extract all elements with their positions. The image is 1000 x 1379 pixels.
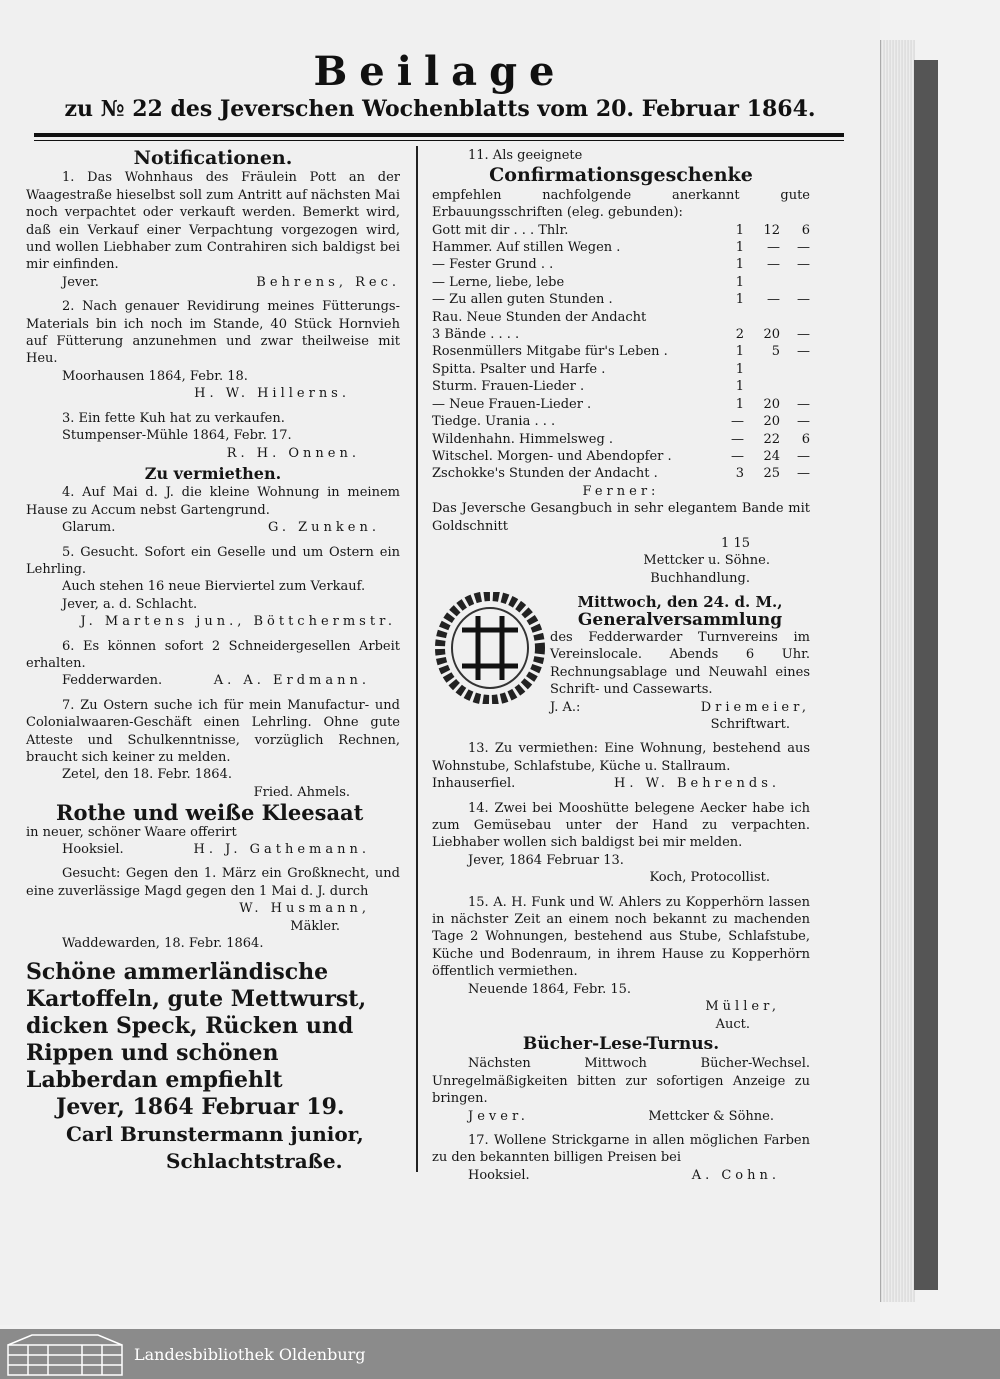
turnverein-text: des Fedderwarder Turnvereins im Vereinslocale. Abends 6 Uhr. Rechnungsablage und Neuwahl eines Schrift- und Cassewarts. <box>550 629 810 698</box>
kleesaat-text: in neuer, schöner Waare offerirt <box>26 824 237 840</box>
book-title: Witschel. Morgen- und Abendopfer . <box>432 448 672 464</box>
book-price-part: — <box>731 431 744 447</box>
book-price-part: 6 <box>801 431 810 447</box>
notice-7-sign: Fried. Ahmels. <box>253 784 350 800</box>
book-title: — Lerne, liebe, lebe <box>432 274 565 290</box>
notice-15-place: Neuende 1864, Febr. 15. <box>468 981 632 997</box>
book-price-part <box>744 309 780 326</box>
book-row <box>432 448 810 465</box>
page-edge <box>880 40 915 1302</box>
kleesaat-place: Hooksiel. <box>62 842 124 858</box>
notice-2-text: 2. Nach genauer Revidirung meines Fütterungs-Materials bin ich noch im Stande, 40 Stück Hornvieh auf Fütterung anzunehmen und zwar theilweise mit Heu. <box>26 299 400 367</box>
notice-17-signature <box>432 1167 810 1184</box>
kleesaat-title: Rothe und weiße Kleesaat <box>56 800 364 826</box>
gesucht-sign: W. Husmann, <box>239 901 370 917</box>
notice-3-place: Stumpenser-Mühle 1864, Febr. 17. <box>62 428 292 444</box>
notice-15-sign2: Auct. <box>715 1016 750 1032</box>
book-price-part: 5 <box>771 344 780 360</box>
column-divider <box>416 146 418 1172</box>
book-row <box>432 396 810 413</box>
book-price-part: — <box>797 327 810 343</box>
notice-14-sign: Koch, Protocollist. <box>649 870 770 886</box>
notice-1-place: Jever. <box>62 274 99 290</box>
notice-4-sign: G. Zunken. <box>267 520 380 536</box>
gesucht-text: Gesucht: Gegen den 1. März ein Großknecht, und eine zuverlässige Magd gegen den 1 Mai d. J. durch <box>26 866 400 899</box>
book-price-part: 20 <box>763 327 780 343</box>
notice-3-sign: R. H. Onnen. <box>226 445 360 461</box>
turnverein-place: J. A.: <box>550 699 581 715</box>
book-binding <box>914 60 938 1290</box>
notice-14-text: 14. Zwei bei Mooshütte belegene Aecker habe ich zum Gemüsebau unter der Hand zu verpachten. Liebhaber wollen sich baldigst bei mir melden. <box>432 800 810 851</box>
kleesaat-sign: H. J. Gathemann. <box>193 842 370 858</box>
notice-3-text: 3. Ein fette Kuh hat zu verkaufen. <box>62 410 285 426</box>
book-price-part: 1 <box>735 379 744 395</box>
book-price-part: 1 <box>735 274 744 290</box>
notice-17-text: 17. Wollene Strickgarne in allen möglichen Farben zu den bekannten billigen Preisen bei <box>432 1132 810 1166</box>
book-title: Spitta. Psalter und Harfe . <box>432 361 606 377</box>
book-price-part <box>780 378 810 395</box>
book-price-part: 3 <box>735 466 744 482</box>
book-price-part: 20 <box>763 396 780 412</box>
book-price-part: 1 <box>735 257 744 273</box>
book-price-part: — <box>797 466 810 482</box>
book-price-part: 1 <box>735 222 744 238</box>
book-row <box>432 361 810 378</box>
book-price-list <box>432 222 810 483</box>
confirmation-title: Confirmationsgeschenke <box>489 164 753 187</box>
book-title: 3 Bände . . . . <box>432 327 520 343</box>
notice-13-sign: H. W. Behrends. <box>614 776 780 792</box>
turnverein-signature <box>550 699 810 716</box>
book-row <box>432 309 810 326</box>
book-price-part: 6 <box>801 222 810 238</box>
book-price-part: — <box>731 448 744 464</box>
section-title-vermiethen: Zu vermiethen. <box>144 463 282 483</box>
notice-4-text: 4. Auf Mai d. J. die kleine Wohnung in meinem Hause zu Accum nebst Gartengrund. <box>26 485 400 518</box>
book-price-part: 22 <box>763 431 780 447</box>
book-title: Rau. Neue Stunden der Andacht <box>432 309 647 325</box>
notice-2-place: Moorhausen 1864, Febr. 18. <box>62 368 248 384</box>
book-title: — Fester Grund . . <box>432 257 554 273</box>
book-price-part: — <box>797 396 810 412</box>
book-price-part: — <box>797 240 810 256</box>
book-price-part: 1 <box>735 361 744 377</box>
notice-6-signature <box>26 672 400 689</box>
book-row <box>432 274 810 291</box>
book-price-part: — <box>797 448 810 464</box>
book-row <box>432 291 810 308</box>
buecher-place: Jever. <box>468 1108 529 1124</box>
book-title: Rosenmüllers Mitgabe für's Leben . <box>432 344 668 360</box>
book-title: — Neue Frauen-Lieder . <box>432 396 592 412</box>
book-price-part: 1 <box>735 240 744 256</box>
kartoffeln-sign2: Schlachtstraße. <box>166 1149 343 1174</box>
notice-5-sign: J. Martens jun., Böttchermstr. <box>80 614 396 630</box>
header-rule <box>34 133 844 137</box>
notice-4-place: Glarum. <box>62 520 116 536</box>
confirmation-sign: Mettcker u. Söhne. <box>643 553 770 569</box>
library-footer <box>0 1329 1000 1379</box>
book-price-part: 1 <box>735 396 744 412</box>
book-row <box>432 465 810 482</box>
notice-6-sign: A. A. Erdmann. <box>213 673 370 689</box>
notice-14-place: Jever, 1864 Februar 13. <box>468 852 624 868</box>
book-row <box>432 326 810 343</box>
notice-15-sign: Müller, <box>705 999 780 1015</box>
book-price-part <box>780 361 810 378</box>
book-price-part: — <box>797 414 810 430</box>
notice-13-text: 13. Zu vermiethen: Eine Wohnung, bestehend aus Wohnstube, Schlafstube, Küche u. Stallraum. <box>432 741 810 774</box>
buecher-signature <box>432 1108 810 1125</box>
book-price-part <box>780 274 810 291</box>
library-name: Landesbibliothek Oldenburg <box>134 1345 366 1364</box>
notice-13-place: Inhauserfiel. <box>432 776 516 792</box>
notice-17-place: Hooksiel. <box>468 1167 530 1183</box>
book-price-part: — <box>767 240 780 256</box>
book-title: Tiedge. Urania . . . <box>432 414 556 430</box>
turnverein-sign: Driemeier, <box>700 699 810 715</box>
confirmation-text: empfehlen nachfolgende anerkannt gute Erbauungsschriften (eleg. gebunden): <box>432 187 810 221</box>
turnverein-title: Generalversammlung <box>577 609 783 630</box>
notice-17-sign: A. Cohn. <box>691 1167 780 1183</box>
book-row <box>432 343 810 360</box>
book-price-part: — <box>767 257 780 273</box>
confirmation-sign2: Buchhandlung. <box>650 570 750 586</box>
left-column <box>26 147 400 1175</box>
notice-6-text: 6. Es können sofort 2 Schneidergesellen Arbeit erhalten. <box>26 638 400 671</box>
notice-5-text2: Auch stehen 16 neue Bierviertel zum Verkauf. <box>62 579 366 595</box>
book-price-part: 25 <box>763 466 780 482</box>
page-title: Beilage <box>313 48 567 95</box>
book-price-part: — <box>797 292 810 308</box>
gesangbuch-text: Das Jeversche Gesangbuch in sehr elegantem Bande mit Goldschnitt <box>432 501 810 534</box>
notice-11-intro: 11. Als geeignete <box>468 148 583 163</box>
section-title-notificationen: Notificationen. <box>133 147 293 169</box>
notice-4-signature <box>26 519 400 536</box>
book-price-part <box>780 309 810 326</box>
kleesaat-signature <box>26 841 400 858</box>
buecher-sign: Mettcker & Söhne. <box>648 1108 774 1124</box>
gesucht-sign2: Mäkler. <box>290 918 340 934</box>
book-price-part: — <box>797 257 810 273</box>
notice-5-place: Jever, a. d. Schlacht. <box>62 596 198 612</box>
book-row <box>432 431 810 448</box>
kartoffeln-sign: Carl Brunstermann junior, <box>66 1122 364 1147</box>
notice-6-place: Fedderwarden. <box>62 673 163 689</box>
book-price-part: — <box>797 344 810 360</box>
kartoffeln-text: Schöne ammerländische Kartoffeln, gute Mettwurst, dicken Speck, Rücken und Rippen und schönen Labberdan empfiehlt <box>26 959 367 1094</box>
notice-1-text: 1. Das Wohnhaus des Fräulein Pott an der Waagestraße hieselbst soll zum Antritt auf nächsten Mai noch verpachtet oder verkauft werden. Bemerkt wird, daß ein Verkauf einer Verpachtung vorgezogen wird, und wollen Liebhaber zum Contrahiren sich baldigst bei mir einfinden. <box>26 170 400 273</box>
notice-7-text: 7. Zu Ostern suche ich für mein Manufactur- und Colonialwaaren-Geschäft einen Lehrling. Ohne gute Atteste und Schulkenntnisse, vorzüglich Rechnen, braucht sich keiner zu melden. <box>26 697 400 765</box>
notice-7-place: Zetel, den 18. Febr. 1864. <box>62 767 232 783</box>
gesucht-place: Waddewarden, 18. Febr. 1864. <box>62 936 264 952</box>
book-price-part <box>744 361 780 378</box>
kartoffeln-place: Jever, 1864 Februar 19. <box>56 1094 345 1121</box>
book-price-part <box>694 309 744 326</box>
turner-cross-emblem-icon <box>434 592 546 704</box>
book-row <box>432 239 810 256</box>
buecher-title: Bücher-Lese-Turnus. <box>522 1033 720 1054</box>
book-row <box>432 413 810 430</box>
book-price-part <box>744 378 780 395</box>
book-price-part: — <box>731 414 744 430</box>
book-price-part: — <box>767 292 780 308</box>
gesangbuch-price: 1 15 <box>721 535 750 551</box>
notice-1-sign: Behrens, Rec. <box>256 274 400 290</box>
notice-1-signature <box>26 274 400 291</box>
book-row <box>432 222 810 239</box>
buecher-text: Nächsten Mittwoch Bücher-Wechsel. Unregelmäßigkeiten bitten zur sofortigen Anzeige zu bringen. <box>432 1056 810 1107</box>
book-price-part <box>744 274 780 291</box>
book-title: — Zu allen guten Stunden . <box>432 292 613 308</box>
book-price-part: 12 <box>763 222 780 238</box>
book-title: Gott mit dir . . . Thlr. <box>432 222 569 238</box>
library-building-logo-icon <box>2 1331 128 1377</box>
book-title: Sturm. Frauen-Lieder . <box>432 379 585 395</box>
book-title: Hammer. Auf stillen Wegen . <box>432 240 621 256</box>
book-price-part: 1 <box>735 344 744 360</box>
book-row <box>432 378 810 395</box>
book-title: Zschokke's Stunden der Andacht . <box>432 466 658 482</box>
notice-13-signature <box>432 775 810 792</box>
book-title: Wildenhahn. Himmelsweg . <box>432 431 614 447</box>
ferner-label: Ferner: <box>582 483 660 499</box>
page-subtitle: zu № 22 des Jeverschen Wochenblatts vom 20. Februar 1864. <box>64 96 816 122</box>
notice-2-sign: H. W. Hillerns. <box>194 386 350 402</box>
turnverein-sign2: Schriftwart. <box>710 717 790 732</box>
book-price-part: 1 <box>735 292 744 308</box>
book-price-part: 24 <box>763 448 780 464</box>
turnverein-date: Mittwoch, den 24. d. M., <box>577 593 783 612</box>
notice-5-text: 5. Gesucht. Sofort ein Geselle und um Ostern ein Lehrling. <box>26 544 400 577</box>
header-rule-thin <box>34 140 844 141</box>
notice-15-text: 15. A. H. Funk und W. Ahlers zu Kopperhörn lassen in nächster Zeit an einem noch bekannt zu machenden Tage 2 Wohnungen, bestehend aus Stube, Schlafstube, Küche und Bodenraum, in ihrem Hause zu Kopperhörn öffentlich vermiethen. <box>432 894 810 980</box>
book-price-part: 20 <box>763 414 780 430</box>
book-price-part: 2 <box>735 327 744 343</box>
book-row <box>432 256 810 273</box>
